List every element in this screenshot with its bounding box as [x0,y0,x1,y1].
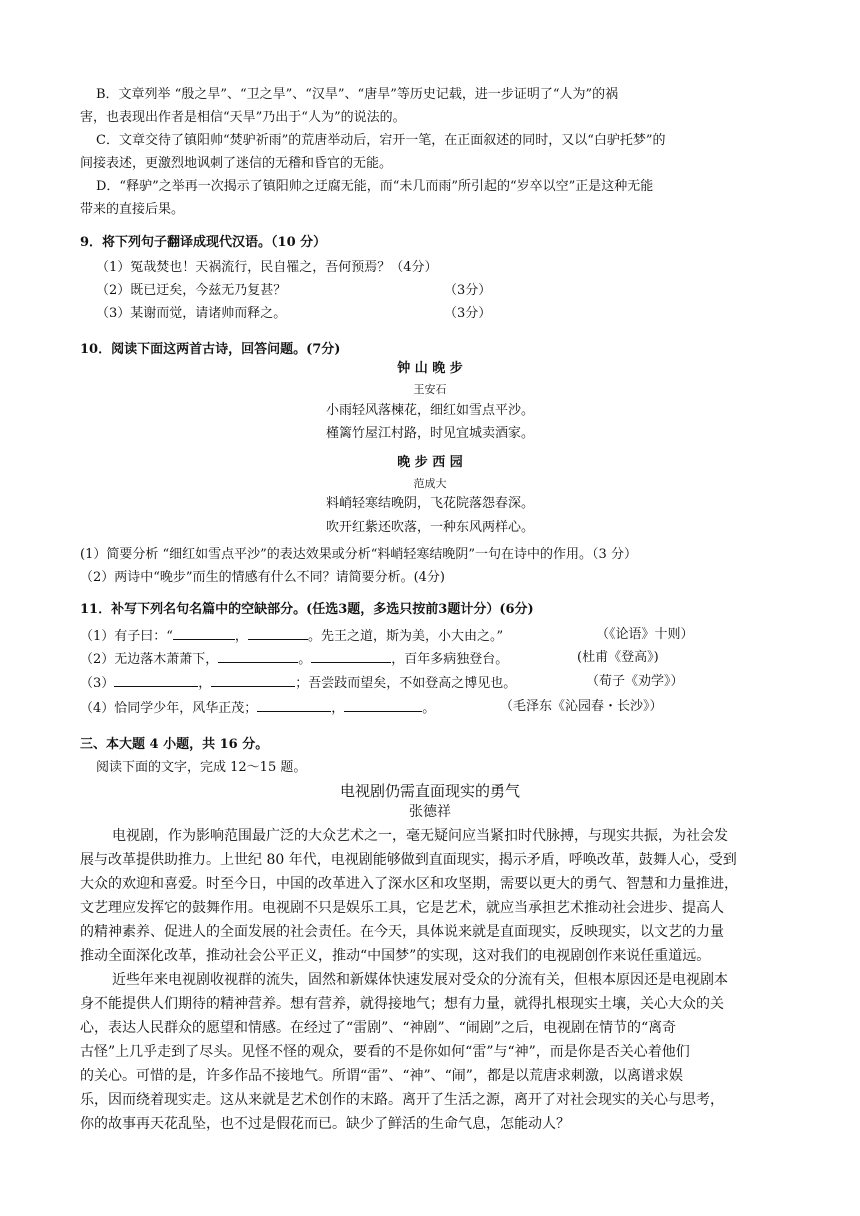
q11-heading: 11．补写下列名句名篇中的空缺部分。(任选3题，多选只按前3题计分）(6分) [80,602,534,617]
article-p1-line: 推动全面深化改革，推动社会公平正义，推动“中国梦”的实现，这对我们的电视剧创作来说任重道远。 [80,948,711,964]
poem2-title: 晚 步 西 园 [397,455,463,470]
q9-item-2-score: （3分） [444,283,492,298]
q8-option-b-line2: 害，也表现出作者是相信“天旱”乃出于“人为”的说法的。 [80,110,406,125]
q8-option-d-line2: 带来的直接后果。 [80,202,185,217]
q11-line2-suffix: ，百年多病独登台。 [391,652,509,667]
q11-line-4 [80,697,435,719]
q11-line2-source: (杜甫《登高》) [577,650,659,665]
article-p2-line: 心，表达人民群众的愿望和情感。在经过了“雷剧”、“神剧”、“闹剧”之后，电视剧在情节的“离奇 [80,1020,677,1036]
q10-question-2: （2）两诗中“晚步”而生的情感有什么不同？请简要分析。(4分) [80,570,445,585]
article-author: 张德祥 [409,804,451,820]
section3-intro: 阅读下面的文字，完成 12～15 题。 [96,760,307,775]
q8-option-d-line1: D．“释驴”之举再一次揭示了镇阳帅之迂腐无能，而“未几而雨”所引起的“岁卒以空”正是这种无能 [96,179,654,194]
q8-option-c-line1: C．文章交待了镇阳帅“焚驴祈雨”的荒唐举动后，宕开一笔，在正面叙述的同时，又以“白驴托梦”的 [96,133,666,148]
q11-line1-suffix: 。先王之道，斯为美，小大由之。” [307,629,504,644]
article-p2-line: 的关心。可惜的是，许多作品不接地气。所谓“雷”、“神”、“闹”，都是以荒唐求刺激，以离谱求娱 [80,1068,683,1084]
q11-line1-source: （《论语》十则） [596,627,694,642]
q11-line1-sep: ， [234,629,248,644]
q11-line3-suffix: ；吾尝跂而望矣，不如登高之博见也。 [295,676,517,691]
q9-item-3: （3）某谢而觉，请诸帅而释之。 [96,306,287,321]
blank-2b[interactable] [311,648,391,663]
blank-4a[interactable] [257,697,331,712]
article-p2-line: 古怪”上几乎走到了尽头。见怪不怪的观众，要看的不是你如何“雷”与“神”，而是你是否关心着他们 [80,1044,690,1060]
poem1-line-2: 槿篱竹屋江村路，时见宜城卖酒家。 [325,426,534,441]
blank-4b[interactable] [344,697,422,712]
q11-line3-prefix: （3） [80,676,115,691]
q11-line2-sep: 。 [298,652,312,667]
article-p1-line: 电视剧，作为影响范围最广泛的大众艺术之一，毫无疑问应当紧扣时代脉搏，与现实共振，为社会发 [112,828,728,844]
poem1-author: 王安石 [413,383,447,396]
q11-line2-prefix: （2）无边落木萧萧下， [80,652,219,667]
q8-option-c-line2: 间接表述，更激烈地讽刺了迷信的无稽和昏官的无能。 [80,156,393,171]
blank-2a[interactable] [218,648,298,663]
article-p1-line: 的精神素养、促进人的全面发展的社会责任。在今天，具体说来就是直面现实，反映现实，以文艺的力量 [80,924,724,940]
q10-question-1: (1）简要分析 “细红如雪点平沙”的表达效果或分析“料峭轻寒结晚阴”一句在诗中的作用。（3 分） [80,547,637,562]
q9-heading: 9．将下列句子翻译成现代汉语。（10 分） [80,235,327,250]
article-p1-line: 展与改革提供助推力。上世纪 80 年代，电视剧能够做到直面现实，揭示矛盾，呼唤改革，鼓舞人心，受到 [80,852,737,868]
q11-line3-sep: ， [198,676,212,691]
poem1-line-1: 小雨轻风落楝花，细红如雪点平沙。 [325,403,534,418]
q9-item-3-score: （3分） [444,306,492,321]
poem1-title: 钟 山 晚 步 [397,361,463,376]
blank-1a[interactable] [173,625,235,640]
blank-3a[interactable] [114,672,198,687]
blank-3b[interactable] [211,672,295,687]
poem2-line-1: 料峭轻寒结晚阴，飞花院落怨春深。 [325,496,534,511]
q11-line3-source: （荀子《劝学》） [586,674,684,689]
article-p1-line: 大众的欢迎和喜爱。时至今日，中国的改革进入了深水区和攻坚期，需要以更大的勇气、智慧和力量推进， [80,876,738,892]
article-p2-line: 身不能提供人们期待的精神营养。想有营养，就得接地气；想有力量，就得扎根现实土壤，关心大众的关 [80,996,724,1012]
q11-line1-prefix: （1）有子曰：“ [80,629,173,644]
blank-1b[interactable] [248,625,308,640]
q8-option-b-line1: B．文章列举 “殷之旱”、“卫之旱”、“汉旱”、“唐旱”等历史记载，进一步证明了“人为”的祸 [96,87,619,102]
q9-item-1: （1）冤哉焚也！天祸流行，民自罹之，吾何预焉？（4分） [96,260,438,275]
q11-line4-source: （毛泽东《沁园春・长沙》） [500,699,663,714]
poem2-line-2: 吹开红紫还吹落，一种东风两样心。 [325,520,534,535]
article-p2-line: 乐，因而绕着现实走。这从来就是艺术创作的末路。离开了生活之源，离开了对社会现实的关心与思考， [80,1092,724,1108]
section3-heading: 三、本大题 4 小题，共 16 分。 [80,737,269,752]
article-p2-line: 近些年来电视剧收视群的流失，固然和新媒体快速发展对受众的分流有关，但根本原因还是电视剧本 [112,972,728,988]
q9-item-2: （2）既已迂矣，今兹无乃复甚？ [96,283,287,298]
article-p2-line: 你的故事再天花乱坠，也不过是假花而已。缺少了鲜活的生命气息，怎能动人？ [80,1116,570,1132]
article-title: 电视剧仍需直面现实的勇气 [339,782,520,800]
q10-heading: 10．阅读下面这两首古诗，回答问题。(7分) [80,342,341,357]
q11-line-1 [80,625,503,647]
q11-line4-suffix: 。 [422,701,436,716]
poem2-author: 范成大 [413,477,447,490]
q11-line4-sep: ， [331,701,345,716]
q11-line4-prefix: （4）恰同学少年，风华正茂； [80,701,258,716]
article-p1-line: 文艺理应发挥它的鼓舞作用。电视剧不只是娱乐工具，它是艺术，就应当承担艺术推动社会进步、提高人 [80,900,724,916]
q11-line-2 [80,648,508,670]
q11-line-3 [80,672,516,694]
